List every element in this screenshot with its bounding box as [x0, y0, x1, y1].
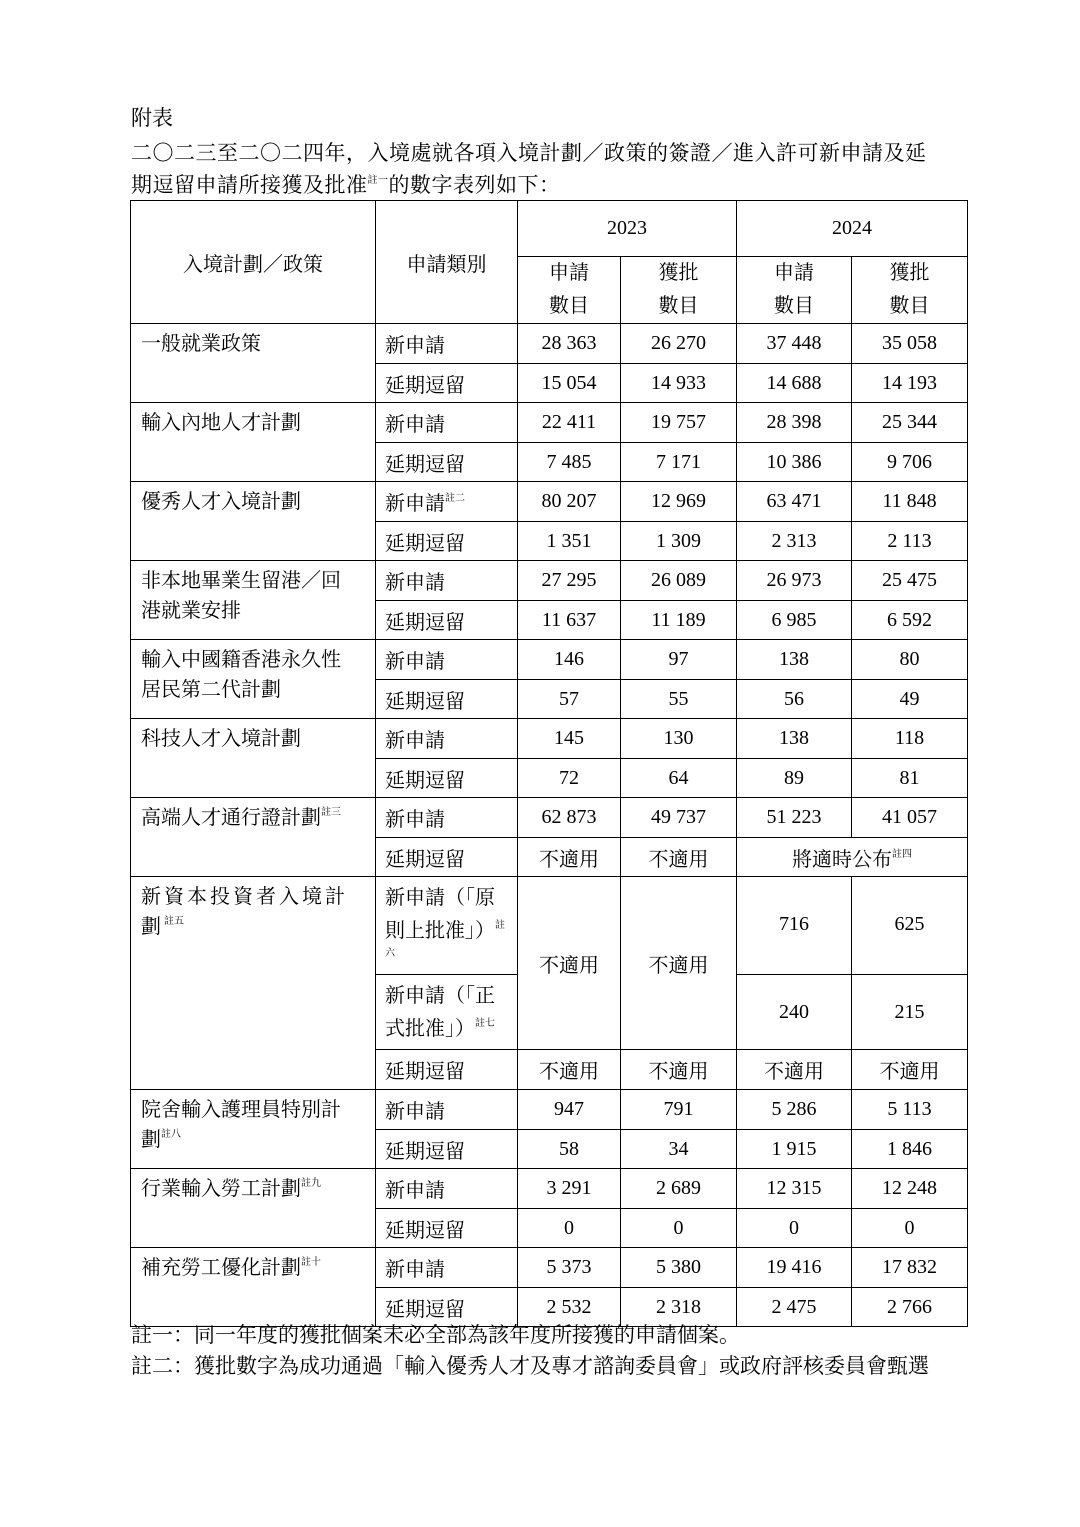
intro-line-2: [131, 169, 961, 201]
category-new: 新申請: [376, 1090, 518, 1130]
intro-line-2-text: 期逗留申請所接獲及批准: [131, 173, 368, 197]
value-not-applicable: 不適用: [621, 838, 737, 877]
statistics-table: [130, 200, 968, 1327]
value-2024-approved: 0: [852, 1209, 968, 1248]
value-2023-approved: 26 270: [621, 324, 737, 364]
intro-line-1: 二〇二三至二〇二四年，入境處就各項入境計劃／政策的簽證／進入許可新申請及延: [131, 141, 927, 165]
category-new: 新申請: [376, 403, 518, 443]
scheme-name: 輸入內地人才計劃: [131, 403, 376, 482]
value-2024-approved: 9 706: [852, 443, 968, 482]
scheme-name: 科技人才入境計劃: [131, 719, 376, 798]
value-2024-received: 63 471: [737, 482, 852, 522]
scheme-name: 新資本投資者入境計 劃$^{註五}$: [131, 877, 376, 1090]
category-new: 新申請$^{註二}$: [376, 482, 518, 522]
table-row: [131, 1248, 968, 1288]
value-2023-approved: 2 318: [621, 1288, 737, 1327]
value-2023-approved: 55: [621, 680, 737, 719]
value-2024-received: 37 448: [737, 324, 852, 364]
header-category: 申請類別: [376, 201, 518, 324]
appendix-heading: 附表: [131, 106, 173, 130]
value-2024-received: 240: [737, 975, 852, 1050]
value-2024-received: 10 386: [737, 443, 852, 482]
value-2023-received: 27 295: [518, 561, 621, 601]
category-extension: 延期逗留: [376, 364, 518, 403]
value-2023-received: 2 532: [518, 1288, 621, 1327]
header-scheme: 入境計劃／政策: [131, 201, 376, 324]
header-year-2023: 2023: [518, 201, 737, 257]
note-8-ref: 註八: [161, 1129, 181, 1140]
category-new: 新申請: [376, 324, 518, 364]
value-2024-received: 0: [737, 1209, 852, 1248]
value-2023-received: 145: [518, 719, 621, 759]
table-row: [131, 877, 968, 975]
value-2023-received: 947: [518, 1090, 621, 1130]
scheme-name: 高端人才通行證計劃$^{註三}$: [131, 798, 376, 877]
scheme-name: 一般就業政策: [131, 324, 376, 403]
category-extension: 延期逗留: [376, 1050, 518, 1090]
value-2024-received: 56: [737, 680, 852, 719]
scheme-name: 院舍輸入護理員特別計 劃$^{註八}$: [131, 1090, 376, 1169]
value-2023-approved: 26 089: [621, 561, 737, 601]
value-2023-received: 80 207: [518, 482, 621, 522]
value-not-applicable: 不適用: [518, 877, 621, 1050]
category-new: 新申請: [376, 640, 518, 680]
value-2023-received: 7 485: [518, 443, 621, 482]
table-row: [131, 561, 968, 601]
value-2024-received: 26 973: [737, 561, 852, 601]
value-2024-received: 2 475: [737, 1288, 852, 1327]
value-2024-received: 138: [737, 640, 852, 680]
value-2024-received: 19 416: [737, 1248, 852, 1288]
footnote-1: 註一：同一年度的獲批個案未必全部為該年度所接獲的申請個案。: [131, 1323, 740, 1347]
value-2023-received: 5 373: [518, 1248, 621, 1288]
value-2023-approved: 14 933: [621, 364, 737, 403]
category-extension: 延期逗留: [376, 601, 518, 640]
value-2024-approved: 6 592: [852, 601, 968, 640]
value-2023-received: 1 351: [518, 522, 621, 561]
value-2023-approved: 34: [621, 1130, 737, 1169]
value-2024-approved: 81: [852, 759, 968, 798]
note-9-ref: 註九: [301, 1178, 321, 1189]
value-2023-received: 0: [518, 1209, 621, 1248]
note-10-ref: 註十: [301, 1257, 321, 1268]
value-2024-received: 51 223: [737, 798, 852, 838]
value-2024-received: 1 915: [737, 1130, 852, 1169]
header-row-years: [131, 201, 968, 257]
value-2024-approved: 118: [852, 719, 968, 759]
value-2024-received: 138: [737, 719, 852, 759]
value-2024-approved: 12 248: [852, 1169, 968, 1209]
scheme-name: 補充勞工優化計劃$^{註十}$: [131, 1248, 376, 1327]
footnote-2: 註二：獲批數字為成功通過「輸入優秀人才及專才諮詢委員會」或政府評核委員會甄選: [131, 1354, 929, 1378]
value-2023-received: 58: [518, 1130, 621, 1169]
value-not-applicable: 不適用: [621, 877, 737, 1050]
table-row: [131, 403, 968, 443]
table-row: [131, 482, 968, 522]
value-2023-approved: 5 380: [621, 1248, 737, 1288]
value-2023-approved: 12 969: [621, 482, 737, 522]
scheme-name: 非本地畢業生留港／回 港就業安排: [131, 561, 376, 640]
value-2023-received: 3 291: [518, 1169, 621, 1209]
value-2023-received: 72: [518, 759, 621, 798]
table-row: [131, 640, 968, 680]
value-2023-approved: 97: [621, 640, 737, 680]
value-2024-approved: 25 475: [852, 561, 968, 601]
value-2023-received: 28 363: [518, 324, 621, 364]
category-new: 新申請: [376, 798, 518, 838]
value-2023-received: 11 637: [518, 601, 621, 640]
value-2024-approved: 25 344: [852, 403, 968, 443]
value-2023-approved: 7 171: [621, 443, 737, 482]
category-new: 新申請: [376, 719, 518, 759]
category-extension: 延期逗留: [376, 680, 518, 719]
value-2024-approved: 1 846: [852, 1130, 968, 1169]
value-2024-approved: 17 832: [852, 1248, 968, 1288]
intro-text: [131, 137, 961, 201]
table-row: [131, 1090, 968, 1130]
value-2023-approved: 0: [621, 1209, 737, 1248]
intro-line-2-end: 的數字表列如下：: [388, 173, 561, 197]
value-to-be-announced: 將適時公布$^{註四}$: [737, 838, 968, 877]
category-extension: 延期逗留: [376, 443, 518, 482]
value-2024-received: 12 315: [737, 1169, 852, 1209]
value-2023-received: 22 411: [518, 403, 621, 443]
category-extension: 延期逗留: [376, 522, 518, 561]
footnotes: [131, 1320, 971, 1382]
value-2024-approved: 49: [852, 680, 968, 719]
scheme-name: 優秀人才入境計劃: [131, 482, 376, 561]
value-not-applicable: 不適用: [518, 1050, 621, 1090]
category-new-formal: 新申請（「正 式批准」）$^{註七}$: [376, 975, 518, 1050]
value-2023-received: 62 873: [518, 798, 621, 838]
value-2023-approved: 2 689: [621, 1169, 737, 1209]
note-1-ref: 註一: [367, 175, 389, 186]
value-2023-received: 57: [518, 680, 621, 719]
category-new: 新申請: [376, 561, 518, 601]
value-2024-received: 2 313: [737, 522, 852, 561]
note-4-ref: 註四: [892, 848, 912, 860]
value-2024-approved: 35 058: [852, 324, 968, 364]
value-2024-approved: 215: [852, 975, 968, 1050]
value-not-applicable: 不適用: [518, 838, 621, 877]
table-row: [131, 324, 968, 364]
header-2023-received: 申請 數目: [518, 257, 621, 324]
scheme-name: 輸入中國籍香港永久性 居民第二代計劃: [131, 640, 376, 719]
value-2024-approved: 41 057: [852, 798, 968, 838]
value-2024-received: 716: [737, 877, 852, 975]
header-year-2024: 2024: [737, 201, 968, 257]
value-2024-approved: 625: [852, 877, 968, 975]
scheme-name: 行業輸入勞工計劃$^{註九}$: [131, 1169, 376, 1248]
value-not-applicable: 不適用: [852, 1050, 968, 1090]
note-2-ref: 註二: [445, 493, 465, 504]
value-2024-received: 14 688: [737, 364, 852, 403]
value-2024-approved: 2 113: [852, 522, 968, 561]
value-2024-received: 5 286: [737, 1090, 852, 1130]
value-2023-approved: 49 737: [621, 798, 737, 838]
value-2023-received: 146: [518, 640, 621, 680]
category-extension: 延期逗留: [376, 1209, 518, 1248]
value-2024-received: 6 985: [737, 601, 852, 640]
header-2024-received: 申請 數目: [737, 257, 852, 324]
value-2024-approved: 14 193: [852, 364, 968, 403]
table-row: [131, 719, 968, 759]
category-extension: 延期逗留: [376, 1130, 518, 1169]
value-not-applicable: 不適用: [737, 1050, 852, 1090]
value-not-applicable: 不適用: [621, 1050, 737, 1090]
category-extension: 延期逗留: [376, 838, 518, 877]
category-new-in-principle: 新申請（「原 則上批准」）$^註$ 六: [376, 877, 518, 975]
value-2024-approved: 11 848: [852, 482, 968, 522]
value-2023-received: 15 054: [518, 364, 621, 403]
value-2023-approved: 1 309: [621, 522, 737, 561]
header-2023-approved: 獲批 數目: [621, 257, 737, 324]
value-2023-approved: 791: [621, 1090, 737, 1130]
category-new: 新申請: [376, 1248, 518, 1288]
value-2024-received: 89: [737, 759, 852, 798]
note-3-ref: 註三: [321, 807, 341, 818]
value-2024-approved: 5 113: [852, 1090, 968, 1130]
value-2024-approved: 2 766: [852, 1288, 968, 1327]
value-2023-approved: 130: [621, 719, 737, 759]
table-row: [131, 1169, 968, 1209]
value-2024-approved: 80: [852, 640, 968, 680]
header-2024-approved: 獲批 數目: [852, 257, 968, 324]
value-2023-approved: 64: [621, 759, 737, 798]
category-extension: 延期逗留: [376, 759, 518, 798]
table-row: [131, 798, 968, 838]
value-2024-received: 28 398: [737, 403, 852, 443]
category-new: 新申請: [376, 1169, 518, 1209]
category-extension: 延期逗留: [376, 1288, 518, 1327]
value-2023-approved: 19 757: [621, 403, 737, 443]
value-2023-approved: 11 189: [621, 601, 737, 640]
note-5-ref: 註五: [164, 916, 184, 927]
